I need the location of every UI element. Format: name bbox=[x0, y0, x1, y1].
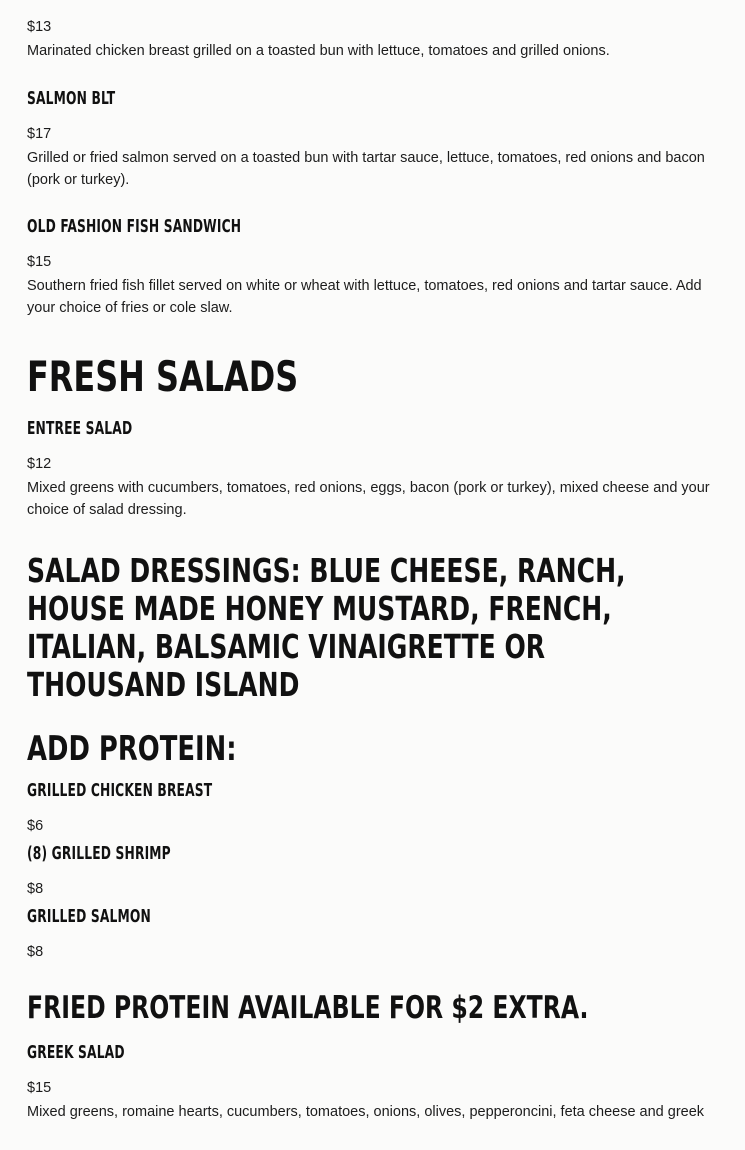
item-description: Mixed greens with cucumbers, tomatoes, red onions, eggs, bacon (pork or turkey), mixed cheese and your choice of salad dressing. bbox=[27, 480, 710, 518]
section-heading-add-protein: ADD PROTEIN: bbox=[27, 728, 237, 769]
item-price: $13 bbox=[27, 19, 52, 35]
item-price: $12 bbox=[27, 456, 52, 473]
menu-item-title: GREEK SALAD bbox=[27, 1042, 125, 1063]
fried-protein-note: FRIED PROTEIN AVAILABLE FOR $2 EXTRA. bbox=[27, 989, 589, 1026]
menu-item-title: GRILLED SALMON bbox=[27, 907, 151, 928]
item-price: $8 bbox=[27, 881, 44, 898]
menu-item-title: (8) GRILLED SHRIMP bbox=[27, 844, 171, 865]
salad-dressings-note: SALAD DRESSINGS: BLUE CHEESE, RANCH, HOUSE MADE HONEY MUSTARD, FRENCH, ITALIAN, BALSAMIC VINAIGRETTE OR THOUSAND ISLAND bbox=[27, 550, 626, 705]
menu-item-title: GRILLED CHICKEN BREAST bbox=[27, 781, 213, 802]
item-description: Grilled or fried salmon served on a toasted bun with tartar sauce, lettuce, tomatoes, red onions and bacon (pork or turkey). bbox=[27, 149, 705, 188]
item-price: $8 bbox=[27, 944, 44, 961]
menu-item-title: SALMON BLT bbox=[27, 88, 116, 109]
section-heading-fresh-salads: FRESH SALADS bbox=[27, 351, 299, 401]
item-price: $6 bbox=[27, 818, 44, 835]
item-price: $15 bbox=[27, 1079, 52, 1096]
item-description: Marinated chicken breast grilled on a toasted bun with lettuce, tomatoes and grilled onions. bbox=[27, 43, 610, 60]
item-description: Southern fried fish fillet served on white or wheat with lettuce, tomatoes, red onions and tartar sauce. Add your choice of fries or cole slaw. bbox=[27, 278, 702, 317]
menu-item-title: OLD FASHION FISH SANDWICH bbox=[27, 217, 242, 238]
item-price: $17 bbox=[27, 125, 52, 142]
item-price: $15 bbox=[27, 254, 52, 271]
item-description: Mixed greens, romaine hearts, cucumbers, tomatoes, onions, olives, pepperoncini, feta cheese and greek bbox=[27, 1103, 705, 1120]
menu-item-title: ENTREE SALAD bbox=[27, 419, 133, 440]
